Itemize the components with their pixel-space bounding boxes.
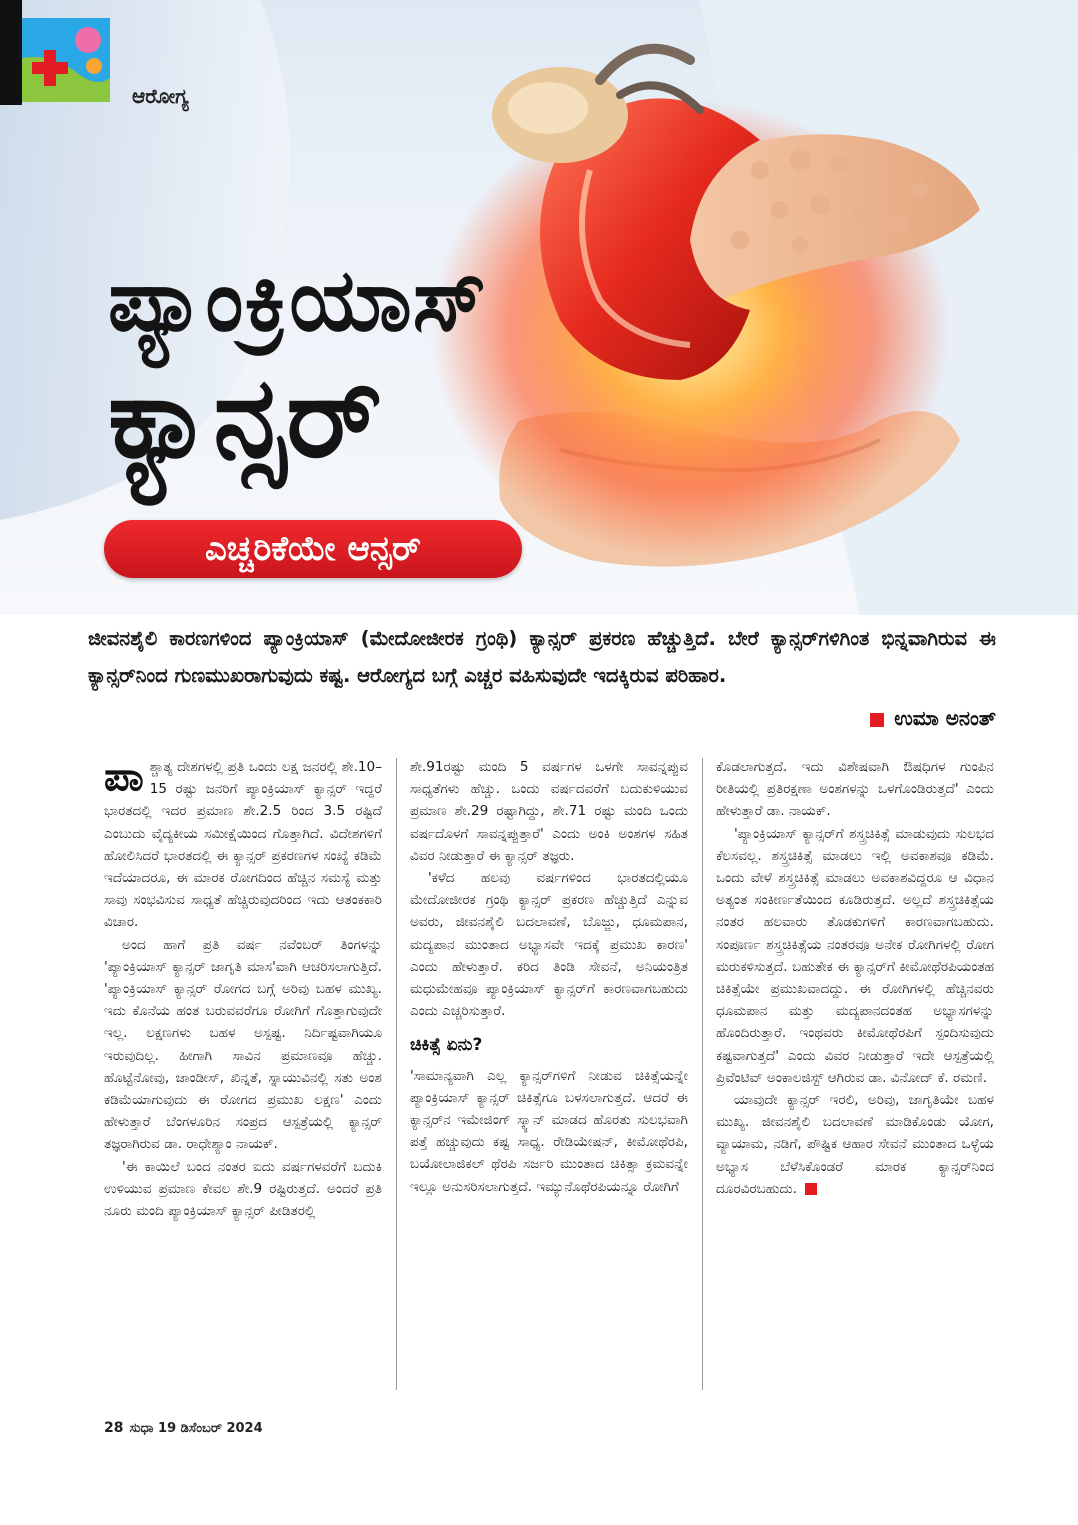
- page-footer: [104, 1420, 263, 1436]
- paragraph: [716, 1089, 994, 1200]
- paragraph-text: ಶ್ಚಾತ್ಯ ದೇಶಗಳಲ್ಲಿ ಪ್ರತಿ ಒಂದು ಲಕ್ಷ ಜನರಲ್ಲಿ ಶೇ.10–15 ರಷ್ಟು ಜನರಿಗೆ ಪ್ಯಾಂಕ್ರಿಯಾಸ್ ಕ್ಯಾನ್ಸರ್ ಇದ್ದರೆ ಭಾರತದಲ್ಲಿ ಇದರ ಪ್ರಮಾಣ ಶೇ.2.5 ರಿಂದ 3.5 ರಷ್ಟಿದೆ ಎಂಬುದು ವೈದ್ಯಕೀಯ ಸಮೀಕ್ಷೆಯಿಂದ ಗೊತ್ತಾಗಿದೆ. ವಿದೇಶಗಳಿಗೆ ಹೋಲಿಸಿದರೆ ಭಾರತದಲ್ಲಿ ಈ ಕ್ಯಾನ್ಸರ್ ಪ್ರಕರಣಗಳ ಸಂಖ್ಯೆ ಕಡಿಮೆ ಇದೆಯಾದರೂ, ಈ ಮಾರಕ ರೋಗದಿಂದ ಹೆಚ್ಚಿನ ಸಮಸ್ಯೆ ಮತ್ತು ಸಾವು ಸಂಭವಿಸುವ ಸಾಧ್ಯತೆ ಹೆಚ್ಚಿರುವುದರಿಂದ ಇದು ಆತಂಕಕಾರಿ ವಿಚಾರ.: [104, 759, 382, 931]
- column-divider: [396, 758, 397, 1390]
- paragraph: ಶೇ.91ರಷ್ಟು ಮಂದಿ 5 ವರ್ಷಗಳ ಒಳಗೇ ಸಾವನ್ನಪ್ಪುವ ಸಾಧ್ಯತೆಗಳು ಹೆಚ್ಚು. ಒಂದು ವರ್ಷದವರೆಗೆ ಬದುಕುಳಿಯುವ ಪ್ರಮಾಣ ಶೇ.29 ರಷ್ಟಾಗಿದ್ದು, ಶೇ.71 ರಷ್ಟು ಮಂದಿ ಒಂದು ವರ್ಷದೊಳಗೆ ಸಾವನ್ನಪ್ಪುತ್ತಾರೆ' ಎಂದು ಅಂಕಿ ಅಂಶಗಳ ಸಹಿತ ವಿವರ ನೀಡುತ್ತಾರೆ ಈ ಕ್ಯಾನ್ಸರ್ ತಜ್ಞರು.: [410, 759, 688, 864]
- paragraph-text: ಯಾವುದೇ ಕ್ಯಾನ್ಸರ್ ಇರಲಿ, ಅರಿವು, ಜಾಗೃತಿಯೇ ಬಹಳ ಮುಖ್ಯ. ಜೀವನಶೈಲಿ ಬದಲಾವಣೆ ಮಾಡಿಕೊಂಡು ಯೋಗ, ವ್ಯಾಯಾಮ, ನಡಿಗೆ, ಪೌಷ್ಟಿಕ ಆಹಾರ ಸೇವನೆ ಮುಂತಾದ ಒಳ್ಳೆಯ ಅಭ್ಯಾಸ ಬೆಳೆಸಿಕೊಂಡರೆ ಮಾರಕ ಕ್ಯಾನ್ಸರ್‌ನಿಂದ ದೂರವಿರಬಹುದು.: [716, 1092, 994, 1197]
- article-column-2: [410, 756, 688, 1198]
- subtitle-banner: ಎಚ್ಚರಿಕೆಯೇ ಆನ್ಸರ್: [104, 520, 522, 578]
- issue-info: ಸುಧಾ 19 ಡಿಸೆಂಬರ್ 2024: [129, 1421, 263, 1436]
- article-column-1: [104, 756, 382, 1222]
- subheading: ಚಿಕಿತ್ಸೆ ಏನು?: [410, 1035, 483, 1056]
- paragraph: 'ಪ್ಯಾಂಕ್ರಿಯಾಸ್ ಕ್ಯಾನ್ಸರ್‌ಗೆ ಶಸ್ತ್ರಚಿಕಿತ್ಸೆ ಮಾಡುವುದು ಸುಲಭದ ಕೆಲಸವಲ್ಲ. ಶಸ್ತ್ರಚಿಕಿತ್ಸೆ ಮಾಡಲು ಇಲ್ಲಿ ಅವಕಾಶವೂ ಕಡಿಮೆ. ಒಂದು ವೇಳೆ ಶಸ್ತ್ರಚಿಕಿತ್ಸೆ ಮಾಡಲು ಅವಕಾಶವಿದ್ದರೂ ಆ ವಿಧಾನ ಅತ್ಯಂತ ಸಂಕೀರ್ಣತೆಯಿಂದ ಕೂಡಿರುತ್ತದೆ. ಅಲ್ಲದೆ ಶಸ್ತ್ರಚಿಕಿತ್ಸೆಯ ನಂತರ ಹಲವಾರು ತೊಡಕುಗಳಿಗೆ ಕಾರಣವಾಗಬಹುದು. ಸಂಪೂರ್ಣ ಶಸ್ತ್ರಚಿಕಿತ್ಸೆಯ ನಂತರವೂ ಅನೇಕ ರೋಗಿಗಳಲ್ಲಿ ರೋಗ ಮರುಕಳಿಸುತ್ತದೆ. ಬಹುತೇಕ ಈ ಕ್ಯಾನ್ಸರ್‌ಗೆ ಕೀಮೋಥೆರಪಿಯಂತಹ ಚಿಕಿತ್ಸೆಯೇ ಪ್ರಮುಖವಾದದ್ದು. ಈ ರೋಗಿಗಳಲ್ಲಿ ಹೆಚ್ಚಿನವರು ಧೂಮಪಾನ ಮತ್ತು ಮದ್ಯಪಾನದಂತಹ ಅಭ್ಯಾಸಗಳನ್ನು ಹೊಂದಿರುತ್ತಾರೆ. ಇಂಥವರು ಕೀಮೋಥೆರಪಿಗೆ ಸ್ಪಂದಿಸುವುದು ಕಷ್ಟವಾಗುತ್ತದೆ' ಎಂದು ವಿವರ ನೀಡುತ್ತಾರೆ ಇದೇ ಆಸ್ಪತ್ರೆಯಲ್ಲಿ ಪ್ರಿವೆಂಟಿವ್ ಅಂಕಾಲಜಿಸ್ಟ್ ಆಗಿರುವ ಡಾ. ವಿನೋದ್ ಕೆ. ರಮಣಿ.: [716, 825, 994, 1086]
- paragraph: ಕೊಡಲಾಗುತ್ತದೆ. ಇದು ವಿಶೇಷವಾಗಿ ಔಷಧಿಗಳ ಗುಂಪಿನ ರೀತಿಯಲ್ಲಿ ಪ್ರತಿರಕ್ಷಣಾ ಅಂಶಗಳನ್ನು ಒಳಗೊಂಡಿರುತ್ತದೆ' ಎಂದು ಹೇಳುತ್ತಾರೆ ಡಾ. ನಾಯಕ್.: [716, 759, 994, 820]
- byline-square-icon: [870, 713, 884, 727]
- end-mark-icon: [805, 1183, 817, 1195]
- paragraph: [104, 756, 382, 934]
- section-label: ಆರೋಗ್ಯ: [132, 84, 189, 108]
- paragraph: 'ಸಾಮಾನ್ಯವಾಗಿ ಎಲ್ಲ ಕ್ಯಾನ್ಸರ್‌ಗಳಿಗೆ ನೀಡುವ ಚಿಕಿತ್ಸೆಯನ್ನೇ ಪ್ಯಾಂಕ್ರಿಯಾಸ್ ಕ್ಯಾನ್ಸರ್ ಚಿಕಿತ್ಸೆಗೂ ಬಳಸಲಾಗುತ್ತದೆ. ಆದರೆ ಈ ಕ್ಯಾನ್ಸರ್‌ನ ಇಮೇಜಿಂಗ್ ಸ್ಕ್ಯಾನ್ ಮಾಡದ ಹೊರತು ಸುಲಭವಾಗಿ ಪತ್ತೆ ಹಚ್ಚುವುದು ಕಷ್ಟ ಸಾಧ್ಯ. ರೇಡಿಯೇಷನ್, ಕೀಮೋಥೆರಪಿ, ಬಯೋಲಾಜಿಕಲ್ ಥೆರಪಿ ಸರ್ಜರಿ ಮುಂತಾದ ಚಿಕಿತ್ಸಾ ಕ್ರಮವನ್ನೇ ಇಲ್ಲೂ ಅನುಸರಿಸಲಾಗುತ್ತದೆ. ಇಮ್ಯುನೊಥೆರಪಿಯನ್ನೂ ರೋಗಿಗೆ: [410, 1067, 688, 1195]
- article-column-3: [716, 756, 994, 1200]
- column-divider: [702, 758, 703, 1390]
- page-number: 28: [104, 1420, 124, 1436]
- drop-cap: ಪಾ: [104, 754, 144, 800]
- author-byline: [870, 706, 996, 730]
- headline-line-1: ಪ್ಯಾಂಕ್ರಿಯಾಸ್: [108, 251, 488, 351]
- headline-line-2: ಕ್ಯಾನ್ಸರ್: [108, 353, 382, 483]
- corner-strip: [0, 0, 22, 105]
- health-cross-logo-icon: [22, 18, 110, 102]
- author-name: ಉಮಾ ಅನಂತ್: [894, 706, 996, 730]
- paragraph: ಅಂದ ಹಾಗೆ ಪ್ರತಿ ವರ್ಷ ನವೆಂಬರ್ ತಿಂಗಳನ್ನು 'ಪ್ಯಾಂಕ್ರಿಯಾಸ್ ಕ್ಯಾನ್ಸರ್ ಜಾಗೃತಿ ಮಾಸ'ವಾಗಿ ಆಚರಿಸಲಾಗುತ್ತಿದೆ. 'ಪ್ಯಾಂಕ್ರಿಯಾಸ್ ಕ್ಯಾನ್ಸರ್ ರೋಗದ ಬಗ್ಗೆ ಅರಿವು ಬಹಳ ಮುಖ್ಯ. ಇದು ಕೊನೆಯ ಹಂತ ಬರುವವರೆಗೂ ರೋಗಿಗೆ ಗೊತ್ತಾಗುವುದೇ ಇಲ್ಲ. ಲಕ್ಷಣಗಳು ಬಹಳ ಅಸ್ಪಷ್ಟ. ನಿರ್ದಿಷ್ಟವಾಗಿಯೂ ಇರುವುದಿಲ್ಲ. ಹೀಗಾಗಿ ಸಾವಿನ ಪ್ರಮಾಣವೂ ಹೆಚ್ಚು. ಹೊಟ್ಟೆನೋವು, ಜಾಂಡೀಸ್, ಖಿನ್ನತೆ, ಸ್ನಾಯುವಿನಲ್ಲಿ ಸತು ಅಂಶ ಕಡಿಮೆಯಾಗುವುದು ಈ ರೋಗದ ಪ್ರಮುಖ ಲಕ್ಷಣ' ಎಂದು ಹೇಳುತ್ತಾರೆ ಬೆಂಗಳೂರಿನ ಸಂಪ್ರದ ಆಸ್ಪತ್ರೆಯಲ್ಲಿ ಕ್ಯಾನ್ಸರ್ ತಜ್ಞರಾಗಿರುವ ಡಾ. ರಾಧೇಶ್ಯಾಂ ನಾಯಕ್.: [104, 936, 382, 1153]
- lede-paragraph: ಜೀವನಶೈಲಿ ಕಾರಣಗಳಿಂದ ಪ್ಯಾಂಕ್ರಿಯಾಸ್ (ಮೇದೋಜೀರಕ ಗ್ರಂಥಿ) ಕ್ಯಾನ್ಸರ್ ಪ್ರಕರಣ ಹೆಚ್ಚುತ್ತಿದೆ. ಬೇರೆ ಕ್ಯಾನ್ಸರ್‌ಗಳಿಗಿಂತ ಭಿನ್ನವಾಗಿರುವ ಈ ಕ್ಯಾನ್ಸರ್‌ನಿಂದ ಗುಣಮುಖರಾಗುವುದು ಕಷ್ಟ. ಆರೋಗ್ಯದ ಬಗ್ಗೆ ಎಚ್ಚರ ವಹಿಸುವುದೇ ಇದಕ್ಕಿರುವ ಪರಿಹಾರ.: [88, 627, 996, 687]
- paragraph: 'ಈ ಕಾಯಿಲೆ ಬಂದ ನಂತರ ಐದು ವರ್ಷಗಳವರೆಗೆ ಬದುಕಿ ಉಳಿಯುವ ಪ್ರಮಾಣ ಕೇವಲ ಶೇ.9 ರಷ್ಟಿರುತ್ತದೆ. ಅಂದರೆ ಪ್ರತಿ ನೂರು ಮಂದಿ ಪ್ಯಾಂಕ್ರಿಯಾಸ್ ಕ್ಯಾನ್ಸರ್ ಪೀಡಿತರಲ್ಲಿ: [104, 1158, 382, 1220]
- paragraph: 'ಕಳೆದ ಹಲವು ವರ್ಷಗಳಿಂದ ಭಾರತದಲ್ಲಿಯೂ ಮೇದೋಜೀರಕ ಗ್ರಂಥಿ ಕ್ಯಾನ್ಸರ್ ಪ್ರಕರಣ ಹೆಚ್ಚುತ್ತಿದೆ ಎನ್ನುವ ಅವರು, ಜೀವನಶೈಲಿ ಬದಲಾವಣೆ, ಬೊಜ್ಜು, ಧೂಮಪಾನ, ಮದ್ಯಪಾನ ಮುಂತಾದ ಅಭ್ಯಾಸವೇ ಇದಕ್ಕೆ ಪ್ರಮುಖ ಕಾರಣ' ಎಂದು ಹೇಳುತ್ತಾರೆ. ಕರಿದ ತಿಂಡಿ ಸೇವನೆ, ಅನಿಯಂತ್ರಿತ ಮಧುಮೇಹವೂ ಪ್ಯಾಂಕ್ರಿಯಾಸ್ ಕ್ಯಾನ್ಸರ್‌ಗೆ ಕಾರಣವಾಗಬಹುದು ಎಂದು ಎಚ್ಚರಿಸುತ್ತಾರೆ.: [410, 870, 688, 1020]
